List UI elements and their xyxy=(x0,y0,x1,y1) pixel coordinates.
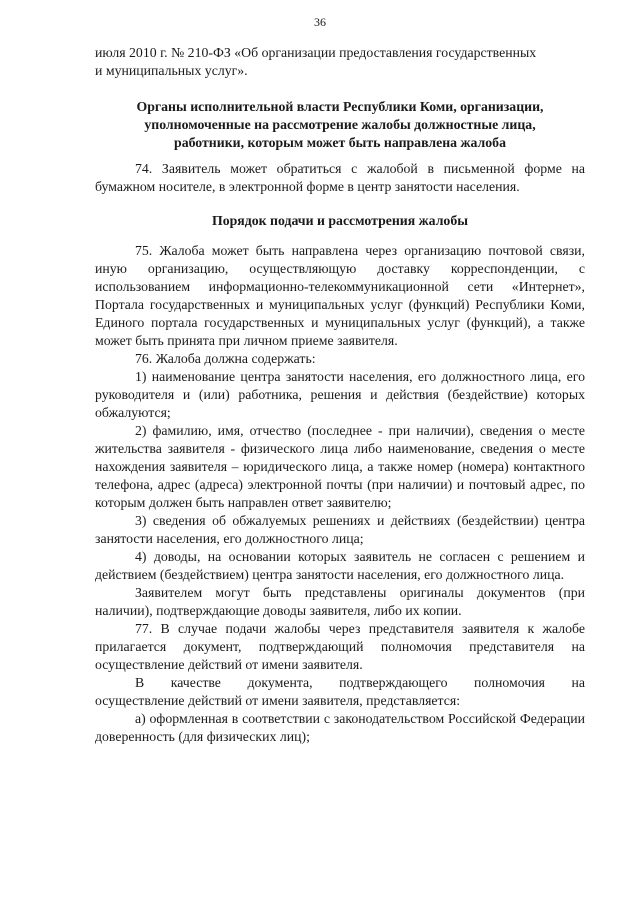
heading-line-3: работники, которым может быть направлена жалоба xyxy=(174,135,506,150)
continuation-line-1: июля 2010 г. № 210-ФЗ «Об организации предоставления государственных xyxy=(95,45,537,60)
paragraph-quality-line-1: В качестве документа, подтверждающего полномочия на xyxy=(135,675,585,690)
paragraph-quality-line-2: осуществление действий от имени заявителя, представляется: xyxy=(95,693,461,708)
paragraph-documents: Заявителем могут быть представлены оригиналы документов (при наличии), подтверждающие доводы заявителя, либо их копии. xyxy=(95,585,585,618)
continuation-line-2: и муниципальных услуг». xyxy=(95,63,248,78)
list-item-a: а) оформленная в соответствии с законодательством Российской Федерации доверенность (для физических лиц); xyxy=(95,711,585,744)
paragraph-77: 77. В случае подачи жалобы через представителя заявителя к жалобе прилагается документ, подтверждающий полномочия представителя на осуществление действий от имени заявителя. xyxy=(95,621,585,672)
heading-line-1: Органы исполнительной власти Республики Коми, организации, xyxy=(136,99,544,114)
paragraph-74: 74. Заявитель может обратиться с жалобой в письменной форме на бумажном носителе, в электронной форме в центр занятости населения. xyxy=(95,161,585,194)
main-text xyxy=(95,242,585,746)
page-number: 36 xyxy=(314,15,326,29)
list-item-4: 4) доводы, на основании которых заявитель не согласен с решением и действием (бездействием) центра занятости населения, его должностного лица. xyxy=(95,549,585,582)
list-item-3: 3) сведения об обжалуемых решениях и действиях (бездействии) центра занятости населения, его должностного лица; xyxy=(95,513,585,546)
paragraph-75: 75. Жалоба может быть направлена через организацию почтовой связи, иную организацию, осуществляющую доставку корреспонденции, с использованием информационно-телекоммуникационной сети «Интернет», Портала государственных и муниципальных услуг (функций) Республики Коми, Единого портала государственных и муниципальных услуг (функций), а также может быть принята при личном приеме заявителя. xyxy=(95,243,585,348)
heading-line-2: уполномоченные на рассмотрение жалобы должностные лица, xyxy=(144,117,536,132)
list-item-2: 2) фамилию, имя, отчество (последнее - при наличии), сведения о месте жительства заявителя - физического лица либо наименование, сведения о месте нахождения заявителя – юридического лица, а также номер (номера) контактного телефона, адрес (адреса) электронной почты (при наличии) и почтовый адрес, по которым должен быть направлен ответ заявителю; xyxy=(95,423,585,510)
section-heading-procedure: Порядок подачи и рассмотрения жалобы xyxy=(211,213,469,228)
top-continuation xyxy=(95,44,585,80)
list-item-1: 1) наименование центра занятости населения, его должностного лица, его руководителя и (или) работника, решения и действия (бездействие) которых обжалуются; xyxy=(95,369,585,420)
section-heading-authorities xyxy=(105,98,575,152)
paragraph-76: 76. Жалоба должна содержать: xyxy=(135,351,316,366)
